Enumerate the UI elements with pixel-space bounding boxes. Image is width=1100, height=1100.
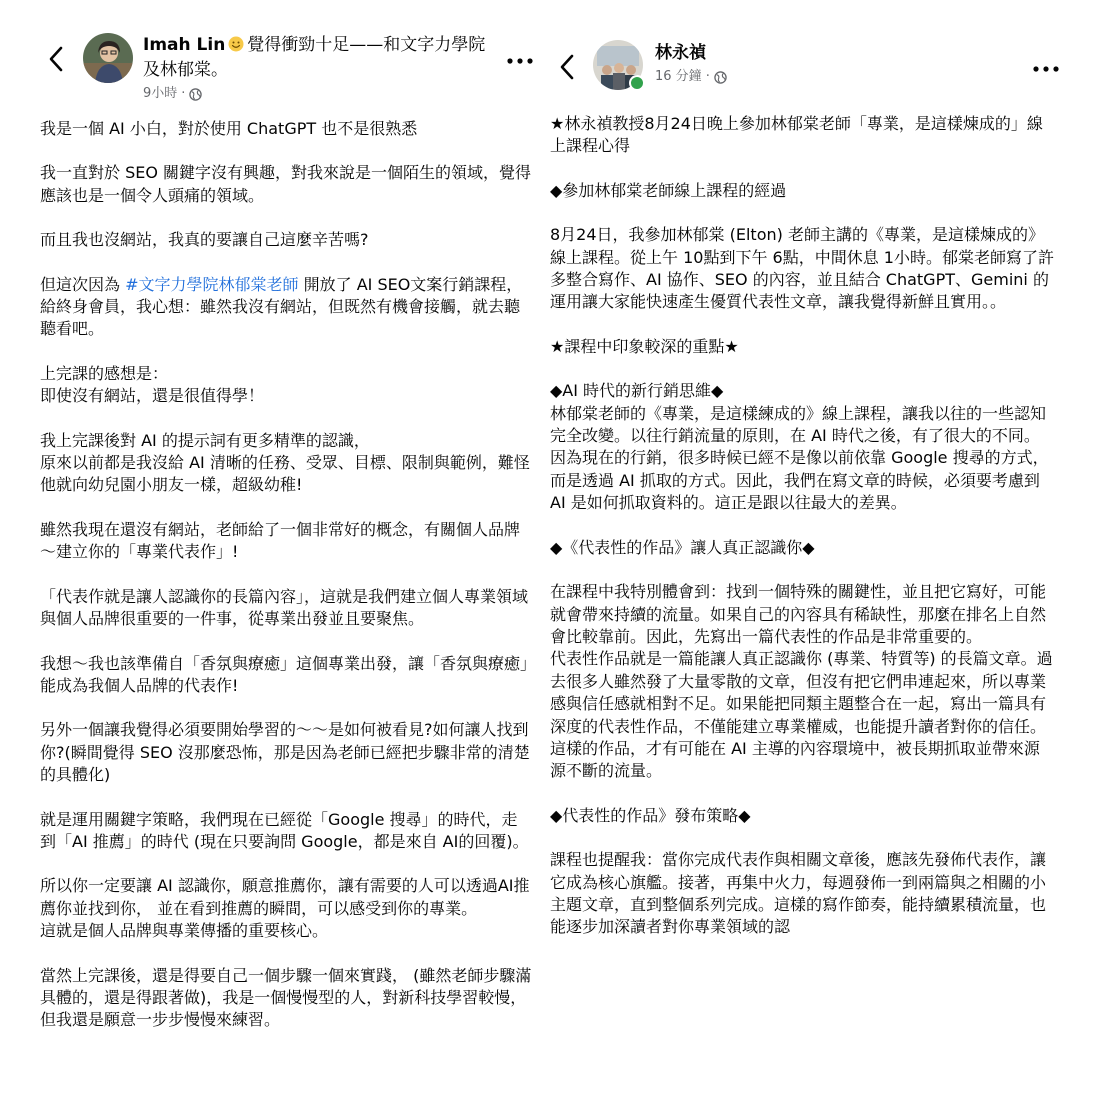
post-paragraph: 「代表作就是讓人認識你的長篇內容」，這就是我們建立個人專業領域與個人品牌很重要的一件事，從專業出發並且要聚焦。 — [40, 586, 529, 629]
more-options-button[interactable] — [504, 48, 536, 68]
post-paragraph: 我一直對於 SEO 關鍵字沒有興趣，對我來說是一個陌生的領域，覺得應該也是一個令人頭痛的領域。 — [40, 163, 532, 205]
post-paragraph: 另外一個讓我覺得必須要開始學習的～～是如何被看見?如何讓人找到你?(瞬間覺得 SEO 沒那麼恐怖，那是因為老師已經把步驟非常的清楚的具體化) — [40, 720, 530, 785]
post-paragraph — [40, 274, 533, 341]
post-paragraph: 就是運用關鍵字策略，我們現在已經從「Google 搜尋」的時代，走到「AI 推薦」的時代 (現在只要詢問 Google，都是來自 AI的回覆)。 — [40, 809, 529, 851]
post-body — [550, 113, 1055, 1022]
post-paragraph: 我想～我也該準備自「香氛與療癒」這個專業出發，讓「香氛與療癒」能成為我個人品牌的代表作! — [40, 653, 529, 695]
post-body — [40, 118, 533, 1054]
globe-icon[interactable] — [189, 88, 202, 101]
post-header — [143, 33, 493, 103]
hashtag-link[interactable]: #文字力學院林郁棠老師 — [125, 274, 299, 294]
author-name[interactable]: Imah Lin — [143, 35, 226, 55]
timestamp[interactable]: 16 分鐘 — [655, 69, 702, 84]
post-paragraph: 課程也提醒我：當你完成代表作與相關文章後，應該先發佈代表作，讓它成為核心旗艦。接著，再集中火力，每週發佈一到兩篇與之相關的小主題文章，直到整個系列完成。這樣的寫作節奏，能持續累積流量，也能逐步加深讀者對你專業領域的認 — [550, 850, 1047, 937]
author-name[interactable]: 林永禎 — [655, 43, 706, 63]
post-meta — [143, 85, 493, 103]
post-paragraph: 雖然我現在還沒有網站，老師給了一個非常好的概念，有關個人品牌～建立你的「專業代表作」! — [40, 519, 521, 562]
meta-separator: · — [181, 86, 186, 101]
post-paragraph: ◆代表性的作品》發布策略◆ — [550, 805, 751, 825]
post-paragraph: 而且我也沒網站，我真的要讓自己這麼辛苦嗎? — [40, 230, 369, 250]
post-paragraph: ★課程中印象較深的重點★ — [550, 336, 739, 356]
post-paragraph: 在課程中我特別體會到：找到一個特殊的關鍵性，並且把它寫好，可能就會帶來持續的流量。如果自己的內容具有稀缺性，那麼在排名上自然會比較靠前。因此，先寫出一篇代表性的作品是非常重要的。 代表性作品就是一篇能讓人真正認識你 (專業、特質等) 的長篇文章。過去很多人雖然發了大量零散的文章，但沒有把它們串連起來，所以專業感與信任感就相對不足。如果能把同類主題整合在一起，寫出一篇具有深度的代表性作品，不僅能建立專業權威，也能提升讀者對你的信任。這樣的作品，才有可能在 AI 主導的內容環境中，被長期抓取並帶來源源不斷的流量。 — [550, 582, 1053, 781]
post-paragraph: 我是一個 AI 小白，對於使用 ChatGPT 也不是很熟悉 — [40, 119, 418, 138]
post-paragraph: 我上完課後對 AI 的提示詞有更多精準的認識， 原來以前都是我沒給 AI 清晰的任務、受眾、目標、限制與範例，難怪他就向幼兒園小朋友一樣，超級幼稚! — [40, 430, 530, 495]
post-paragraph: ◆《代表性的作品》讓人真正認識你◆ — [550, 537, 815, 557]
feeling-text: 覺得衝勁十足——和文字力學院及林郁棠。 — [143, 35, 486, 80]
post-paragraph: 當然上完課後，還是得要自己一個步驟一個來實踐， (雖然老師步驟滿具體的，還是得跟著做)，我是一個慢慢型的人，對新科技學習較慢，但我還是願意一步步慢慢來練習。 — [40, 965, 532, 1030]
timestamp[interactable]: 9小時 — [143, 86, 178, 101]
smile-emoji-icon — [228, 35, 244, 51]
post-meta — [655, 68, 975, 86]
online-status-dot — [629, 75, 645, 91]
avatar[interactable] — [83, 33, 133, 83]
paragraph-text: 但這次因為 — [40, 274, 126, 294]
more-options-button[interactable] — [1030, 56, 1062, 76]
post-header — [655, 41, 975, 86]
back-chevron-icon[interactable] — [44, 42, 68, 76]
globe-icon[interactable] — [714, 71, 727, 84]
post-paragraph: 8月24日，我參加林郁棠 (Elton) 老師主講的《專業，是這樣煉成的》線上課程。從上午 10點到下午 6點，中間休息 1小時。郁棠老師寫了許多整合寫作、AI 協作、SEO 的內容，並且結合 ChatGPT、Gemini 的運用讓大家能快速產生優質代表性文章，讓我覺得新鮮且實用。。 — [550, 225, 1054, 312]
left-post-panel — [0, 0, 548, 1100]
post-paragraph: ◆AI 時代的新行銷思維◆ 林郁棠老師的《專業，是這樣練成的》線上課程，讓我以往的一些認知完全改變。以往行銷流量的原則，在 AI 時代之後，有了很大的不同。因為現在的行銷，很多時候已經不是像以前依靠 Google 搜尋的方式，而是透過 AI 抓取的方式。因此，我們在寫文章的時候，必須要考慮到 AI 是如何抓取資料的。這正是跟以往最大的差異。 — [550, 381, 1049, 513]
post-paragraph: ◆參加林郁棠老師線上課程的經過 — [550, 180, 787, 200]
post-paragraph: 上完課的感想是： 即使沒有網站，還是很值得學！ — [40, 363, 265, 406]
post-paragraph: 所以你一定要讓 AI 認識你，願意推薦你，讓有需要的人可以透過AI推薦你並找到你， 並在看到推薦的瞬間，可以感受到你的專業。 這就是個人品牌與專業傳播的重要核心。 — [40, 876, 530, 941]
more-dots-icon — [507, 49, 533, 68]
post-paragraph: ★林永禎教授8月24日晚上參加林郁棠老師「專業，是這樣煉成的」線上課程心得 — [550, 114, 1043, 156]
meta-separator: · — [705, 69, 710, 84]
more-dots-icon — [1033, 57, 1059, 76]
back-chevron-icon[interactable] — [555, 50, 579, 84]
author-line — [143, 33, 493, 83]
paragraph-text: 開放了 AI SEO文案行銷課程，給終身會員，我心想：雖然我沒有網站，但既然有機會接觸，就去聽聽看吧。 — [40, 274, 523, 339]
